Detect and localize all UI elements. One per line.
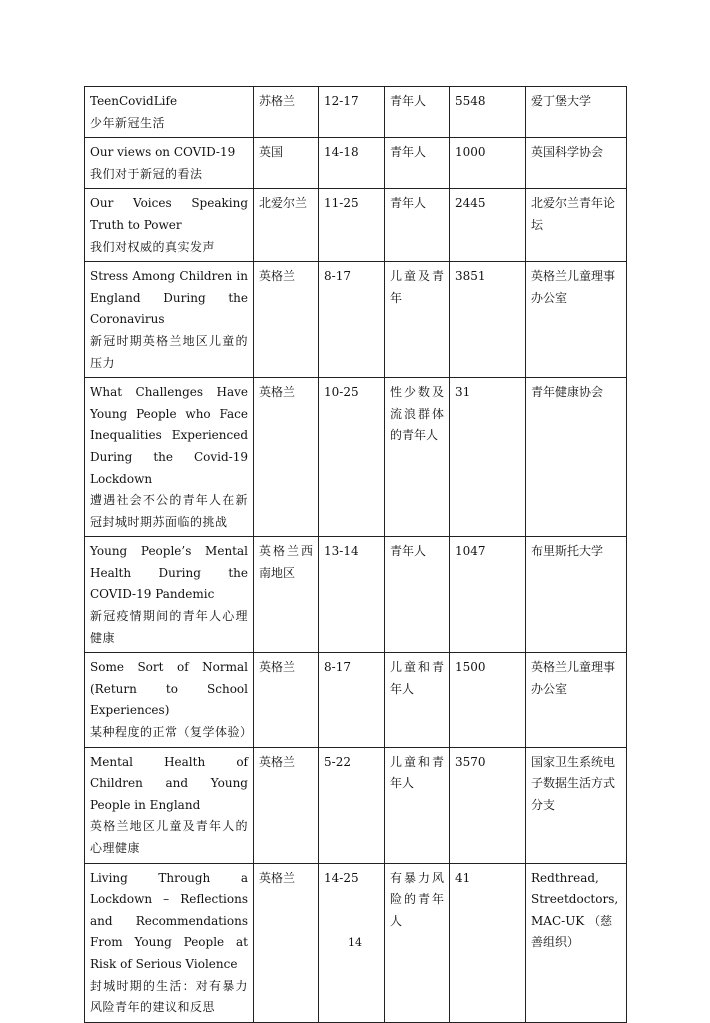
region-cell: 英格兰 <box>254 378 319 537</box>
table-row <box>85 653 627 747</box>
table-row <box>85 138 627 189</box>
survey-title-zh: 我们对于新冠的看法 <box>90 166 203 181</box>
region-cell: 苏格兰 <box>254 87 319 138</box>
survey-title-cell <box>85 138 254 189</box>
survey-title-zh: 我们对权威的真实发声 <box>90 239 216 254</box>
survey-title-cell <box>85 747 254 863</box>
org-cell: 英国科学协会 <box>526 138 627 189</box>
group-cell: 青年人 <box>385 138 450 189</box>
org-cell: 布里斯托大学 <box>526 537 627 653</box>
group-cell: 性少数及流浪群体的青年人 <box>385 378 450 537</box>
age-cell: 13-14 <box>319 537 385 653</box>
org-cell: 英格兰儿童理事办公室 <box>526 262 627 378</box>
survey-table <box>84 86 627 1023</box>
sample-cell: 31 <box>450 378 526 537</box>
survey-title-en: Stress Among Children in England During the Coronavirus <box>90 269 248 327</box>
sample-cell: 3851 <box>450 262 526 378</box>
survey-title-en: Mental Health of Children and Young People in England <box>90 754 248 812</box>
region-cell: 英格兰 <box>254 653 319 747</box>
region-cell: 英格兰西南地区 <box>254 537 319 653</box>
survey-title-zh: 新冠疫情期间的青年人心理健康 <box>90 609 248 645</box>
survey-title-en: Our Voices Speaking Truth to Power <box>90 196 248 232</box>
group-cell: 儿童和青年人 <box>385 653 450 747</box>
region-cell: 英格兰 <box>254 747 319 863</box>
survey-title-cell <box>85 653 254 747</box>
table-row <box>85 378 627 537</box>
age-cell: 14-25 <box>319 863 385 1022</box>
region-cell: 英格兰 <box>254 863 319 1022</box>
sample-cell: 5548 <box>450 87 526 138</box>
sample-cell: 41 <box>450 863 526 1022</box>
age-cell: 10-25 <box>319 378 385 537</box>
org-cell: 英格兰儿童理事办公室 <box>526 653 627 747</box>
survey-title-cell <box>85 378 254 537</box>
region-cell: 英国 <box>254 138 319 189</box>
survey-title-zh: 英格兰地区儿童及青年人的心理健康 <box>90 819 248 855</box>
table-row <box>85 87 627 138</box>
table-row <box>85 747 627 863</box>
group-cell: 儿童及青年 <box>385 262 450 378</box>
group-cell: 青年人 <box>385 189 450 262</box>
table-row <box>85 189 627 262</box>
group-cell: 青年人 <box>385 537 450 653</box>
org-cell: 青年健康协会 <box>526 378 627 537</box>
group-cell: 青年人 <box>385 87 450 138</box>
sample-cell: 1500 <box>450 653 526 747</box>
page-number: 14 <box>348 936 362 949</box>
survey-title-zh: 少年新冠生活 <box>90 115 166 130</box>
survey-title-cell <box>85 189 254 262</box>
table-row <box>85 537 627 653</box>
survey-title-zh: 某种程度的正常（复学体验） <box>90 725 253 740</box>
survey-title-en: What Challenges Have Young People who Face Inequalities Experienced During the Covid-19 Lockdown <box>90 385 248 486</box>
survey-title-en: Our views on COVID-19 <box>90 145 236 160</box>
region-cell: 英格兰 <box>254 262 319 378</box>
org-cell: Redthread, Streetdoctors, MAC-UK （慈善组织） <box>526 863 627 1022</box>
age-cell: 14-18 <box>319 138 385 189</box>
sample-cell: 1047 <box>450 537 526 653</box>
age-cell: 11-25 <box>319 189 385 262</box>
survey-title-cell <box>85 87 254 138</box>
org-cell: 国家卫生系统电子数据生活方式分支 <box>526 747 627 863</box>
group-cell: 儿童和青年人 <box>385 747 450 863</box>
survey-title-en: Some Sort of Normal (Return to School Experiences) <box>90 660 248 718</box>
org-cell: 北爱尔兰青年论坛 <box>526 189 627 262</box>
org-cell: 爱丁堡大学 <box>526 87 627 138</box>
age-cell: 8-17 <box>319 653 385 747</box>
sample-cell: 1000 <box>450 138 526 189</box>
sample-cell: 3570 <box>450 747 526 863</box>
survey-title-zh: 遭遇社会不公的青年人在新冠封城时期苏面临的挑战 <box>90 493 248 529</box>
survey-title-en: Living Through a Lockdown – Reflections and Recommendations From Young People at Risk of Serious Violence <box>90 870 248 971</box>
survey-title-en: TeenCovidLife <box>90 94 178 108</box>
survey-title-zh: 封城时期的生活：对有暴力风险青年的建议和反思 <box>90 978 248 1015</box>
age-cell: 8-17 <box>319 262 385 378</box>
group-cell: 有暴力风险的青年人 <box>385 863 450 1022</box>
sample-cell: 2445 <box>450 189 526 262</box>
table-row <box>85 262 627 378</box>
region-cell: 北爱尔兰 <box>254 189 319 262</box>
survey-title-zh: 新冠时期英格兰地区儿童的压力 <box>90 333 248 370</box>
survey-title-cell <box>85 262 254 378</box>
survey-title-cell <box>85 537 254 653</box>
age-cell: 12-17 <box>319 87 385 138</box>
age-cell: 5-22 <box>319 747 385 863</box>
survey-title-en: Young People’s Mental Health During the COVID-19 Pandemic <box>90 544 248 602</box>
